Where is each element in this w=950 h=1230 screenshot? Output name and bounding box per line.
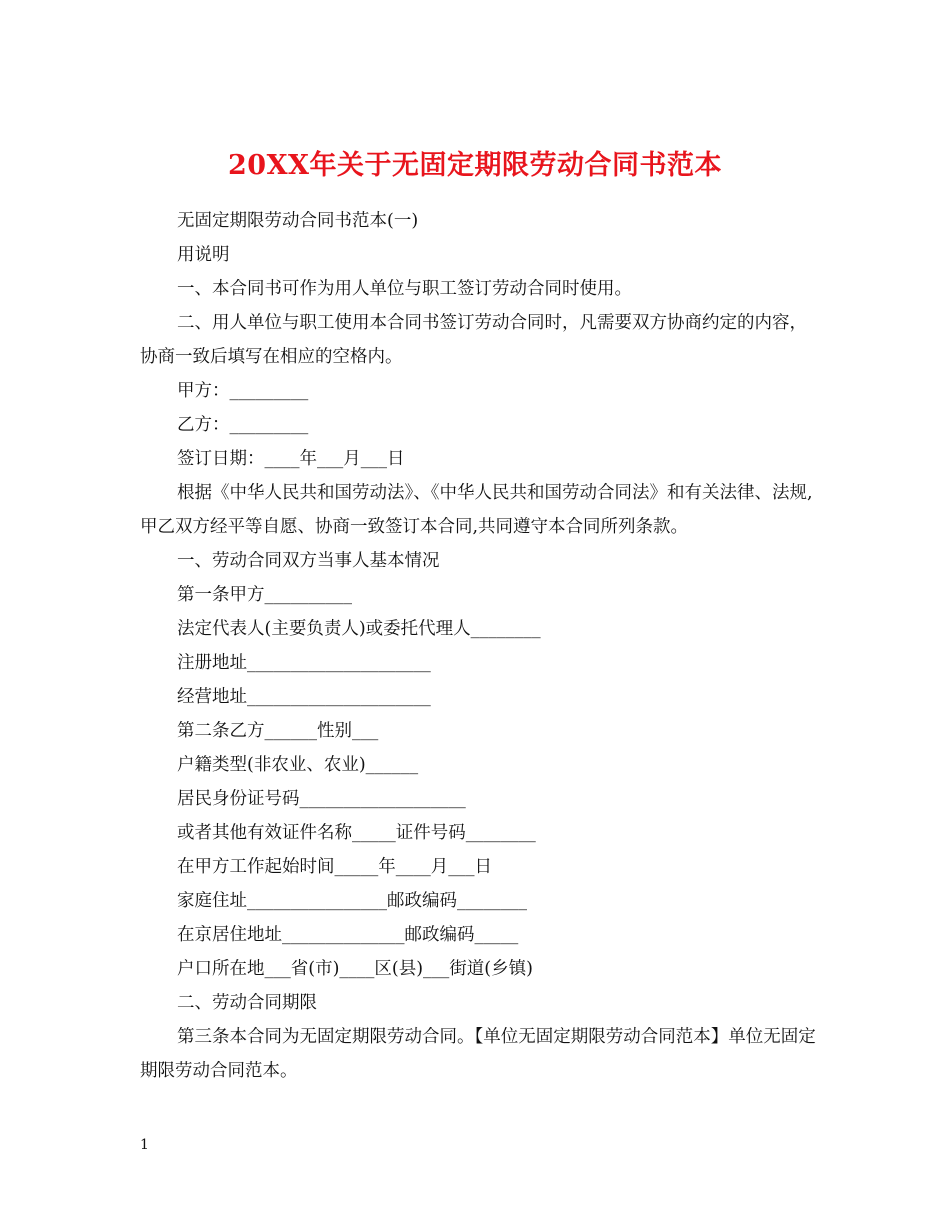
party-a-line: 甲方：_________	[177, 381, 309, 401]
document-body	[140, 204, 820, 1088]
section-2-heading: 二、劳动合同期限	[177, 993, 317, 1013]
work-start-date-line: 在甲方工作起始时间_____年____月___日	[177, 857, 492, 877]
paragraph-usage-label: 用说明	[177, 245, 230, 265]
document-title: 20XX年关于无固定期限劳动合同书范本	[228, 150, 722, 182]
article-1-line: 第一条甲方__________	[177, 585, 352, 605]
other-id-line: 或者其他有效证件名称_____证件号码________	[177, 823, 536, 843]
party-b-line: 乙方：_________	[177, 415, 309, 435]
id-number-line: 居民身份证号码___________________	[177, 789, 466, 809]
registered-address-line: 注册地址_____________________	[177, 653, 431, 673]
paragraph-usage-2: 二、用人单位与职工使用本合同书签订劳动合同时，凡需要双方协商约定的内容，协商一致后填写在相应的空格内。	[140, 313, 807, 367]
hukou-location-line: 户口所在地___省(市)____区(县)___街道(乡镇)	[177, 959, 533, 979]
legal-representative-line: 法定代表人(主要负责人)或委托代理人________	[177, 619, 541, 639]
article-3-paragraph: 第三条本合同为无固定期限劳动合同。【单位无固定期限劳动合同范本】单位无固定期限劳动合同范本。	[140, 1027, 816, 1081]
signing-date-line: 签订日期：____年___月___日	[177, 449, 405, 469]
home-address-line: 家庭住址________________邮政编码________	[177, 891, 527, 911]
business-address-line: 经营地址_____________________	[177, 687, 431, 707]
article-2-line: 第二条乙方______性别___	[177, 721, 379, 741]
section-1-heading: 一、劳动合同双方当事人基本情况	[177, 551, 440, 571]
beijing-address-line: 在京居住地址______________邮政编码_____	[177, 925, 519, 945]
household-type-line: 户籍类型(非农业、农业)______	[177, 755, 419, 775]
paragraph-usage-1: 一、本合同书可作为用人单位与职工签订劳动合同时使用。	[177, 279, 632, 299]
legal-basis-paragraph: 根据《中华人民共和国劳动法》、《中华人民共和国劳动合同法》和有关法律、法规,甲乙双方经平等自愿、协商一致签订本合同,共同遵守本合同所列条款。	[140, 483, 813, 537]
page-number: 1	[140, 1137, 149, 1153]
paragraph-subtitle: 无固定期限劳动合同书范本(一)	[177, 211, 419, 231]
